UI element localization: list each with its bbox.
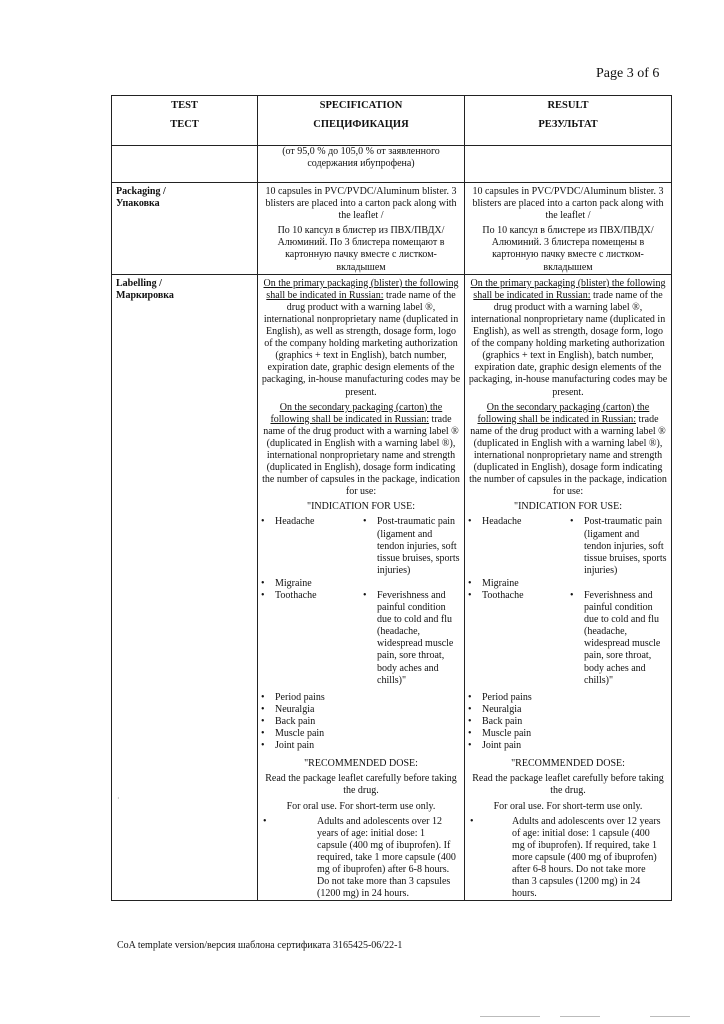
list-item: • Joint pain	[468, 740, 566, 752]
packaging-label-ru: Упаковка	[116, 198, 160, 210]
list-item: • Feverishness and painful condition due to cold and flu (headache, widespread muscle pain, sore throat, body aches and chills)"	[570, 590, 668, 687]
result-indication-list	[468, 516, 668, 687]
result-indication-title: "INDICATION FOR USE:	[514, 501, 622, 513]
result-dose-read: Read the package leaflet carefully before taking the drug.	[472, 773, 664, 797]
list-item: • Post-traumatic pain (ligament and tendon injuries, soft tissue bruises, sports injuries)	[570, 516, 668, 576]
result-dose-adults: • Adults and adolescents over 12 years of age: initial dose: 1 capsule (400 mg of ibuprofen). If required, take 1 more capsule (400 mg of ibuprofen) after 6-8 hours. Do not take more than 3 capsules (1200 mg) in 24 hours.	[468, 816, 668, 901]
list-item: • Post-traumatic pain (ligament and tendon injuries, soft tissue bruises, sports injuries)	[363, 516, 461, 576]
spec-dose-adults: • Adults and adolescents over 12 years of age: initial dose: 1 capsule (400 mg of ibuprofen). If required, take 1 more capsule (400 mg of ibuprofen) after 6-8 hours. Do not take more than 3 capsules (1200 mg) in 24 hours.	[261, 816, 461, 901]
list-item: • Headache	[468, 516, 566, 577]
row0-test-cell	[112, 146, 258, 183]
list-item: • Toothache	[468, 590, 566, 688]
table-row-assay-continued	[112, 146, 672, 183]
result-indication-list-2	[468, 692, 668, 752]
result-secondary-body: trade name of the drug product with a warning label ® (duplicated in English with a warning label ®), international nonproprietary name and strength (duplicated in English), dosage form indicating the number of capsules in the package, indication for use:	[469, 413, 667, 498]
list-item: • Back pain	[468, 716, 566, 728]
scan-artifact-line	[480, 1016, 540, 1017]
header-test	[112, 96, 258, 146]
spec-dose-oral: For oral use. For short-term use only.	[286, 800, 436, 812]
header-spec-ru: СПЕЦИФИКАЦИЯ	[313, 119, 409, 130]
list-item: • Period pains	[261, 692, 359, 704]
row0-result-cell	[465, 146, 672, 183]
packaging-spec-en: 10 capsules in PVC/PVDC/Aluminum blister. 3 blisters are placed into a carton pack along with the leaflet /	[265, 186, 457, 222]
list-item: • Muscle pain	[261, 728, 359, 740]
list-item: • Migraine	[261, 578, 359, 590]
spec-secondary-body: trade name of the drug product with a warning label ® (duplicated in English with a warning label ®), international nonproprietary name and strength (duplicated in English), dosage form indicating the number of capsules in the package, indication for use:	[262, 413, 460, 498]
list-item: • Toothache	[261, 590, 359, 688]
spec-indication-list-2	[261, 692, 461, 752]
footer-template-version: CoA template version/версия шаблона сертификата 3165425-06/22-1	[117, 940, 403, 951]
scan-artifact-line	[650, 1016, 690, 1017]
spec-secondary-packaging-text	[261, 402, 461, 499]
result-dose-title: "RECOMMENDED DOSE:	[511, 758, 625, 770]
packaging-label-cell	[112, 183, 258, 275]
spec-primary-body: trade name of the drug product with a warning label ®, international nonproprietary name (duplicated in English), as well as strength, dosage form, logo of the company holding marketing authorization (graphics + text in English), batch number, expiration date, graphic design elements of the packaging, in-house manufacturing codes may be present.	[261, 289, 461, 398]
packaging-result-en: 10 capsules in PVC/PVDC/Aluminum blister. 3 blisters are placed into a carton pack along with the leaflet /	[472, 186, 664, 222]
labelling-spec-cell	[258, 274, 465, 901]
list-item: • Headache	[261, 516, 359, 577]
packaging-result-cell	[465, 183, 672, 275]
list-item: • Feverishness and painful condition due to cold and flu (headache, widespread muscle pain, sore throat, body aches and chills)"	[363, 590, 461, 687]
list-item: • Migraine	[468, 578, 566, 590]
labelling-label-en: Labelling /	[116, 277, 162, 289]
margin-mark: ·	[117, 794, 120, 803]
spec-dose-read: Read the package leaflet carefully before taking the drug.	[265, 773, 457, 797]
row0-spec-text: (от 95,0 % до 105,0 % от заявленного содержания ибупрофена)	[282, 146, 440, 170]
table-row-labelling	[112, 274, 672, 901]
header-spec	[258, 96, 465, 146]
header-test-ru: ТЕСТ	[170, 119, 199, 130]
specification-table	[111, 95, 672, 901]
packaging-spec-cell	[258, 183, 465, 275]
result-primary-packaging-text	[468, 275, 668, 399]
labelling-label-ru: Маркировка	[116, 289, 174, 301]
result-primary-heading: On the primary packaging (blister) the following shall be indicated in Russian:	[470, 277, 666, 301]
result-secondary-packaging-text	[468, 402, 668, 499]
result-dose-oral: For oral use. For short-term use only.	[493, 800, 643, 812]
result-primary-body: trade name of the drug product with a warning label ®, international nonproprietary name (duplicated in English), as well as strength, dosage form, logo of the company holding marketing authorization (graphics + text in English), batch number, expiration date, graphic design elements of the packaging, in-house manufacturing codes may be present.	[468, 289, 668, 398]
list-item: • Joint pain	[261, 740, 359, 752]
header-result-en: RESULT	[547, 100, 589, 111]
list-item: • Period pains	[468, 692, 566, 704]
spec-indication-title: "INDICATION FOR USE:	[307, 501, 415, 513]
header-test-en: TEST	[171, 100, 198, 111]
row0-spec-cell	[258, 146, 465, 183]
spec-indication-list	[261, 516, 461, 687]
table-header-row	[112, 96, 672, 146]
page-number: Page 3 of 6	[596, 66, 660, 81]
header-result	[465, 96, 672, 146]
list-item: • Back pain	[261, 716, 359, 728]
table-row-packaging	[112, 183, 672, 275]
header-result-ru: РЕЗУЛЬТАТ	[538, 119, 598, 130]
scan-artifact-line	[560, 1016, 600, 1017]
list-item: • Muscle pain	[468, 728, 566, 740]
labelling-label-cell	[112, 274, 258, 901]
packaging-spec-ru: По 10 капсул в блистер из ПВХ/ПВДХ/Алюминий. По 3 блистера помещают в картонную пачку вместе с листком-вкладышем	[277, 225, 445, 273]
labelling-result-cell	[465, 274, 672, 901]
spec-primary-packaging-text	[261, 275, 461, 399]
list-item: • Neuralgia	[468, 704, 566, 716]
list-item: • Neuralgia	[261, 704, 359, 716]
header-spec-en: SPECIFICATION	[319, 100, 403, 111]
packaging-result-ru: По 10 капсул в блистере из ПВХ/ПВДХ/Алюминий. 3 блистера помещены в картонную пачку вместе с листком-вкладышем	[482, 225, 654, 273]
spec-secondary-heading: On the secondary packaging (carton) the following shall be indicated in Russian:	[270, 401, 443, 425]
spec-dose-title: "RECOMMENDED DOSE:	[304, 758, 418, 770]
spec-primary-heading: On the primary packaging (blister) the following shall be indicated in Russian:	[263, 277, 459, 301]
packaging-label-en: Packaging /	[116, 186, 166, 197]
result-secondary-heading: On the secondary packaging (carton) the following shall be indicated in Russian:	[477, 401, 650, 425]
